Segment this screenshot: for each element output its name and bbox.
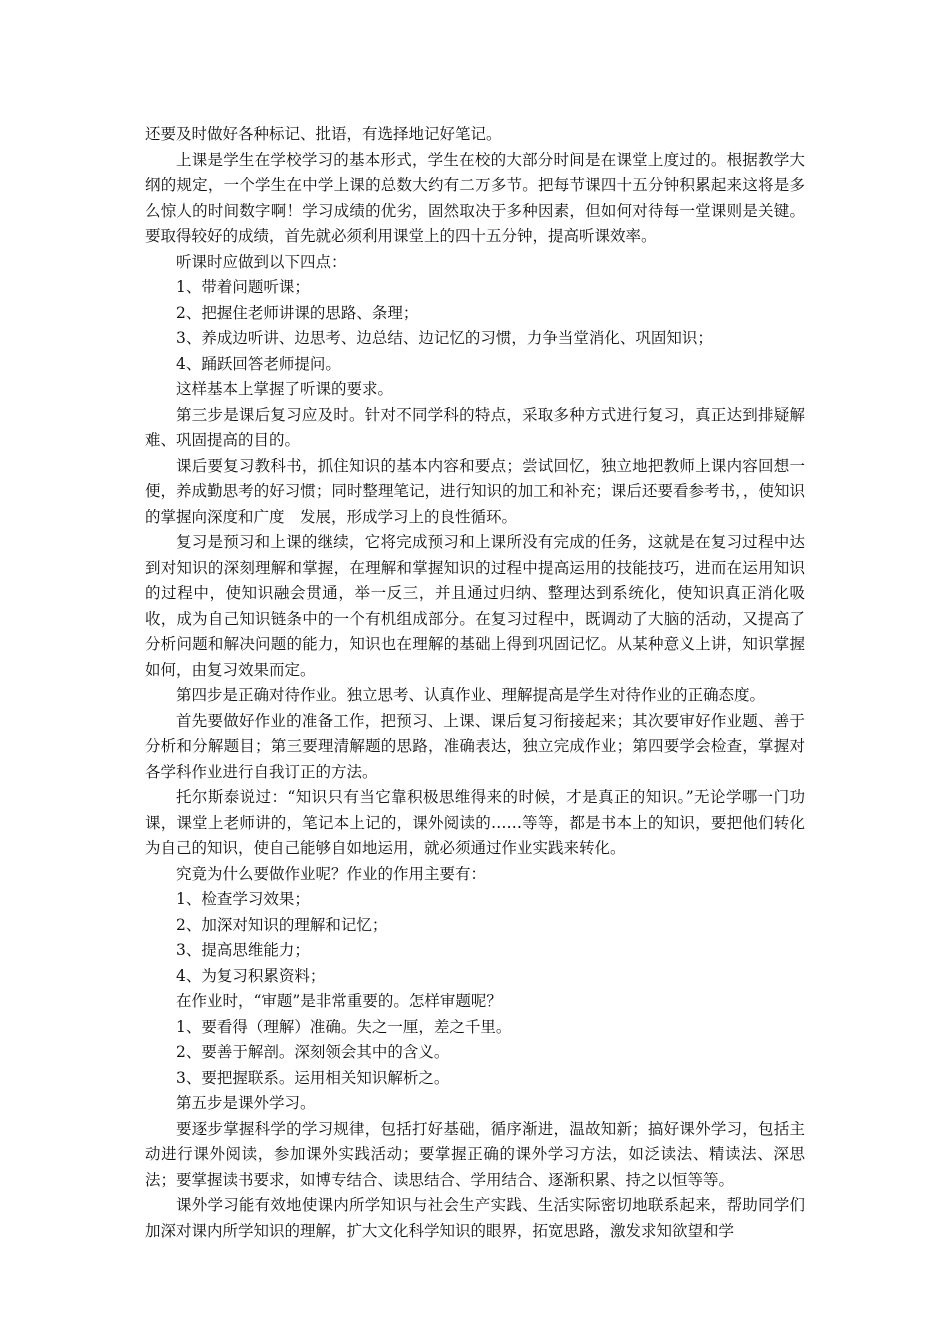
list-item: 1、带着问题听课； [176,278,310,296]
paragraph: 还要及时做好各种标记、批语，有选择地记好笔记。 [145,125,502,143]
paragraph: 复习是预习和上课的继续，它将完成预习和上课所没有完成的任务，这就是在复习过程中达到对知识的深刻理解和掌握，在理解和掌握知识的过程中提高运用的技能技巧，进而在运用知识的过程中，使知识融会贯通，举一反三，并且通过归纳、整理达到系统化，使知识真正消化吸收，成为自己知识链条中的一个有机组成部分。在复习过程中，既调动了大脑的活动，又提高了分析问题和解决问题的能力，知识也在理解的基础上得到巩固记忆。从某种意义上讲，知识掌握如何，由复习效果而定。 [145,533,805,679]
list-item: 2、加深对知识的理解和记忆； [176,915,388,934]
list-item: 3、养成边听讲、边思考、边总结、边记忆的习惯，力争当堂消化、巩固知识； [176,329,713,347]
paragraph: 究竟为什么要做作业呢？作业的作用主要有： [176,864,487,883]
list-item: 2、要善于解剖。深刻领会其中的含义。 [176,1043,450,1061]
paragraph: 要逐步掌握科学的学习规律，包括打好基础，循序渐进，温故知新；搞好课外学习，包括主动进行课外阅读，参加课外实践活动；要掌握正确的课外学习方法，如泛读法、精读法、深思法；要掌握读书要求，如博专结合、读思结合、学用结合、逐渐积累、持之以恒等等。 [145,1119,805,1189]
paragraph: 首先要做好作业的准备工作，把预习、上课、课后复习衔接起来；其次要审好作业题、善于分析和分解题目；第三要理清解题的思路，准确表达，独立完成作业；第四要学会检查，掌握对各学科作业进行自我订正的方法。 [145,711,805,781]
list-item: 4、为复习积累资料； [176,966,326,985]
paragraph: 这样基本上掌握了听课的要求。 [176,380,394,398]
list-item: 1、检查学习效果； [176,890,310,908]
paragraph: 课外学习能有效地使课内所学知识与社会生产实践、生活实际密切地联系起来，帮助同学们加深对课内所学知识的理解，扩大文化科学知识的眼界，拓宽思路，激发求知欲望和学 [145,1196,805,1240]
list-item: 1、要看得（理解）准确。失之一厘，差之千里。 [176,1017,512,1036]
list-item: 2、把握住老师讲课的思路、条理； [176,303,419,322]
paragraph: 第五步是课外学习。 [176,1094,316,1112]
paragraph: 托尔斯泰说过：“知识只有当它靠积极思维得来的时候，才是真正的知识。”无论学哪一门功课，课堂上老师讲的，笔记本上记的，课外阅读的……等等，都是书本上的知识，要把他们转化为自己的知识，使自己能够自如地运用，就必须通过作业实践来转化。 [145,788,805,857]
paragraph: 第四步是正确对待作业。独立思考、认真作业、理解提高是学生对待作业的正确态度。 [176,686,766,704]
list-item: 4、踊跃回答老师提问。 [176,354,341,373]
paragraph: 课后要复习教科书，抓住知识的基本内容和要点；尝试回忆，独立地把教师上课内容回想一便，养成勤思考的好习惯；同时整理笔记，进行知识的加工和补充；课后还要看参考书，，使知识的掌握向深度和广度 发展，形成学习上的良性循环。 [145,456,805,526]
paragraph: 听课时应做到以下四点： [176,252,347,271]
paragraph: 上课是学生在学校学习的基本形式，学生在校的大部分时间是在课堂上度过的。根据教学大纲的规定，一个学生在中学上课的总数大约有二万多节。把每节课四十五分钟积累起来这将是多么惊人的时间数字啊！学习成绩的优劣，固然取决于多种因素，但如何对待每一堂课则是关键。要取得较好的成绩，首先就必须利用课堂上的四十五分钟，提高听课效率。 [145,150,805,245]
list-item: 3、要把握联系。运用相关知识解析之。 [176,1068,450,1087]
list-item: 3、提高思维能力； [176,941,310,959]
document-page [145,122,805,1244]
paragraph: 在作业时，“审题”是非常重要的。怎样审题呢？ [176,992,502,1010]
paragraph: 第三步是课后复习应及时。针对不同学科的特点，采取多种方式进行复习，真正达到排疑解难、巩固提高的目的。 [145,405,805,449]
